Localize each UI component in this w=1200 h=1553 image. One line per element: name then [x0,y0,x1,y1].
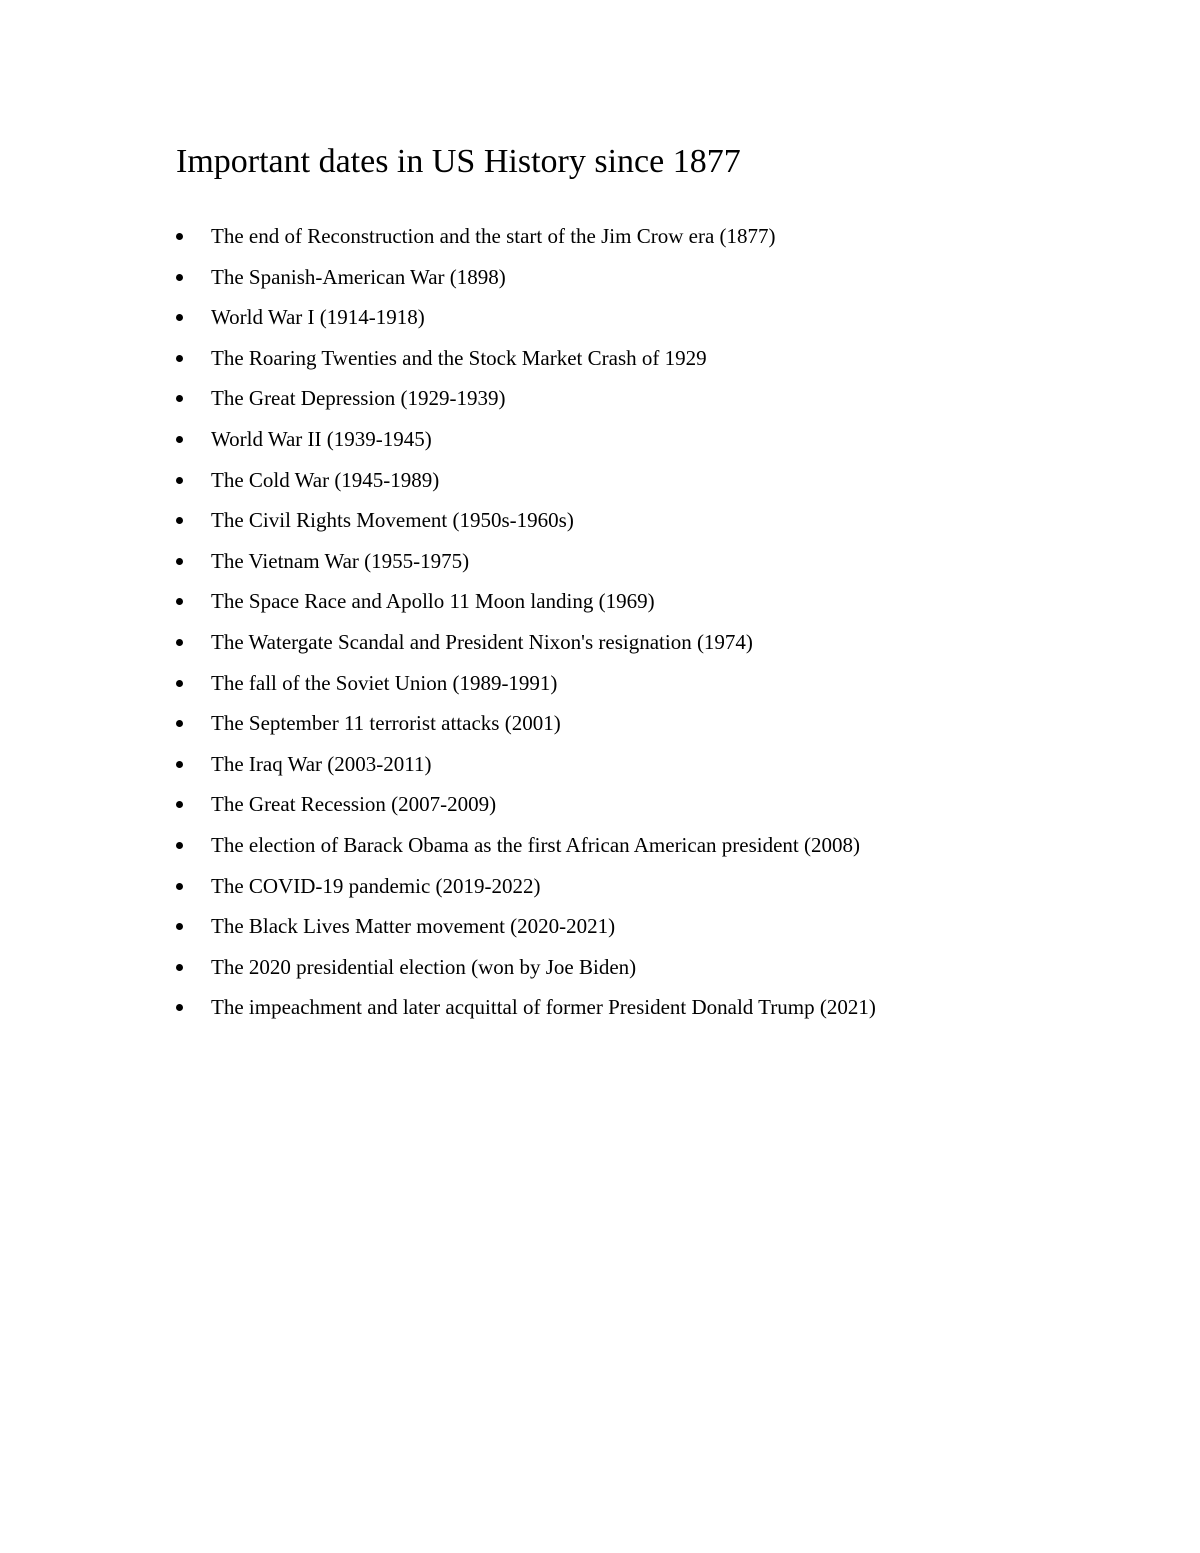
bullet-icon [176,761,183,768]
bullet-icon [176,477,183,484]
list-item-text: The Great Recession (2007-2009) [211,792,497,817]
bullet-icon [176,680,183,687]
bullet-icon [176,801,183,808]
list-item-text: The election of Barack Obama as the first African American president (2008) [211,832,861,857]
bullet-icon [176,395,183,402]
bullet-icon [176,964,183,971]
list-item-text: The Space Race and Apollo 11 Moon landing (1969) [211,589,655,614]
list-item-text: The 2020 presidential election (won by Joe Biden) [211,954,637,979]
bullet-icon [176,842,183,849]
list-item-text: The Cold War (1945-1989) [211,467,440,492]
bullet-icon [176,233,183,240]
list-item-text: World War I (1914-1918) [211,305,425,330]
document-title: Important dates in US History since 1877 [176,143,741,180]
list-item-text: The Iraq War (2003-2011) [211,751,432,776]
list-item-text: The Civil Rights Movement (1950s-1960s) [211,508,574,533]
bullet-icon [176,314,183,321]
list-item-text: The Black Lives Matter movement (2020-2021) [211,914,616,939]
list-item-text: The Vietnam War (1955-1975) [211,548,470,573]
bullet-icon [176,923,183,930]
bullet-icon [176,639,183,646]
list-item-text: The end of Reconstruction and the start of the Jim Crow era (1877) [211,224,776,248]
list-item-text: The fall of the Soviet Union (1989-1991) [211,670,558,695]
bullet-icon [176,436,183,443]
bullet-icon [176,517,183,524]
bullet-icon [176,355,183,362]
list-item-text: The Great Depression (1929-1939) [211,386,506,411]
list-item-text: The Watergate Scandal and President Nixon's resignation (1974) [211,629,753,654]
list-item-text: The September 11 terrorist attacks (2001) [211,711,561,736]
list-item-text: The COVID-19 pandemic (2019-2022) [211,873,541,898]
list-item-text: World War II (1939-1945) [211,426,432,451]
bullet-icon [176,720,183,727]
bullet-icon [176,883,183,890]
list-item-text: The impeachment and later acquittal of former President Donald Trump (2021) [211,995,876,1020]
bullet-icon [176,274,183,281]
bullet-icon [176,598,183,605]
list-item-text: The Roaring Twenties and the Stock Market Crash of 1929 [211,345,707,370]
list-item-text: The Spanish-American War (1898) [211,264,506,289]
bullet-icon [176,1004,183,1011]
bullet-icon [176,558,183,565]
